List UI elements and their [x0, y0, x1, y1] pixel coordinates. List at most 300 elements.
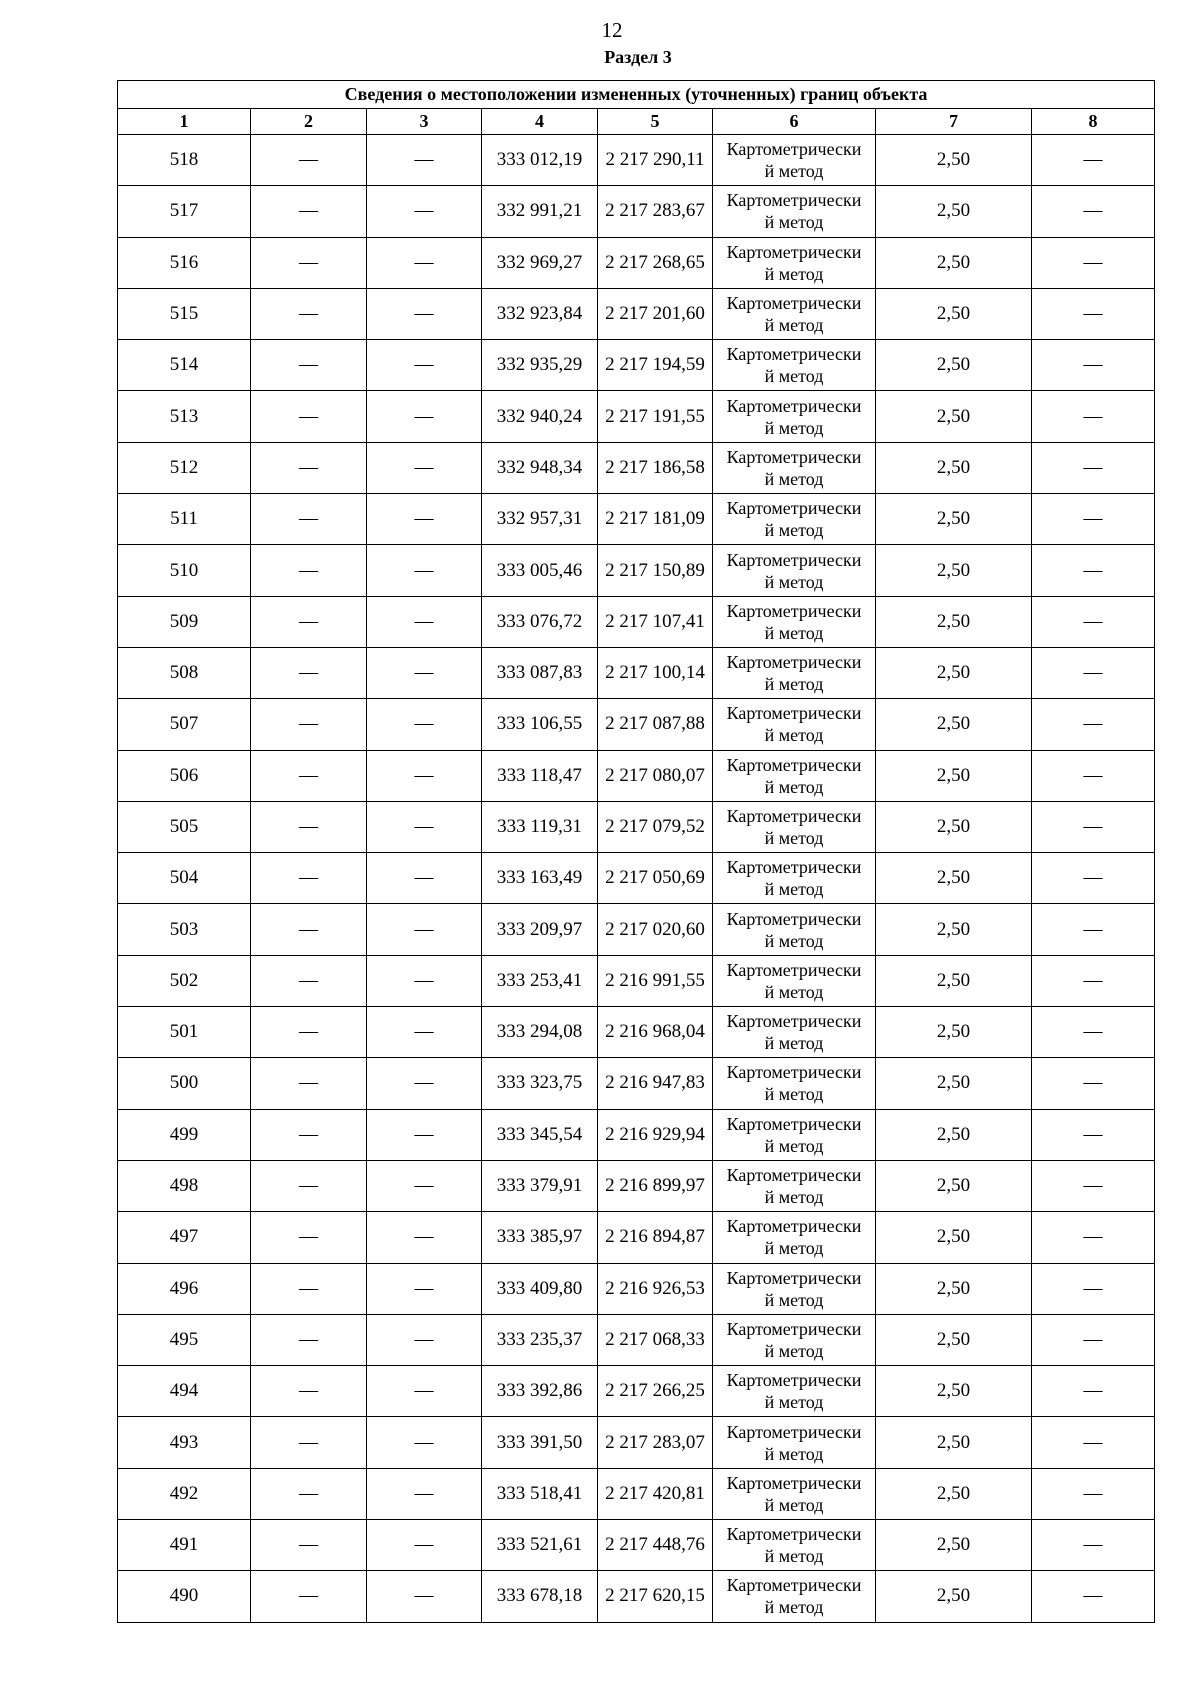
method-text-line1: Картометрически [726, 600, 862, 621]
method-cell [713, 699, 876, 750]
coordinates-table [117, 80, 1155, 1623]
empty-cell: — [1032, 1007, 1155, 1058]
empty-cell: — [251, 904, 367, 955]
method-text-line2: й метод [764, 161, 824, 182]
empty-cell: — [1032, 801, 1155, 852]
empty-cell: — [251, 494, 367, 545]
y-coordinate-cell: 2 216 899,97 [598, 1160, 713, 1211]
method-text-line1: Картометрически [726, 446, 862, 467]
method-cell [713, 955, 876, 1006]
method-cell [713, 494, 876, 545]
x-coordinate-cell: 333 521,61 [482, 1520, 598, 1571]
page-number: 12 [601, 18, 623, 42]
x-coordinate-cell: 333 005,46 [482, 545, 598, 596]
x-coordinate-cell: 333 118,47 [482, 750, 598, 801]
point-number-cell: 517 [118, 186, 251, 237]
empty-cell: — [251, 1007, 367, 1058]
empty-cell: — [1032, 596, 1155, 647]
x-coordinate-cell: 332 948,34 [482, 442, 598, 493]
accuracy-cell: 2,50 [876, 853, 1032, 904]
method-text-line2: й метод [764, 1135, 824, 1156]
table-row [118, 1468, 1155, 1519]
column-number: 8 [1032, 109, 1155, 135]
method-text-line2: й метод [764, 930, 824, 951]
method-text-line2: й метод [764, 315, 824, 336]
empty-cell: — [251, 1314, 367, 1365]
method-cell [713, 1366, 876, 1417]
method-text-line1: Картометрически [726, 959, 862, 980]
method-text-line1: Картометрически [726, 498, 862, 519]
empty-cell: — [251, 1468, 367, 1519]
y-coordinate-cell: 2 216 991,55 [598, 955, 713, 1006]
x-coordinate-cell: 333 379,91 [482, 1160, 598, 1211]
method-text-line2: й метод [764, 776, 824, 797]
empty-cell: — [367, 750, 482, 801]
y-coordinate-cell: 2 216 947,83 [598, 1058, 713, 1109]
empty-cell: — [1032, 1160, 1155, 1211]
method-text-line1: Картометрически [726, 549, 862, 570]
empty-cell: — [1032, 186, 1155, 237]
method-text-line2: й метод [764, 1084, 824, 1105]
method-text-line2: й метод [764, 1494, 824, 1515]
method-text-line2: й метод [764, 263, 824, 284]
empty-cell: — [251, 391, 367, 442]
empty-cell: — [367, 186, 482, 237]
table-row [118, 1417, 1155, 1468]
method-cell [713, 1160, 876, 1211]
point-number-cell: 497 [118, 1212, 251, 1263]
empty-cell: — [367, 1520, 482, 1571]
table-row [118, 853, 1155, 904]
method-text-line2: й метод [764, 1597, 824, 1618]
y-coordinate-cell: 2 217 201,60 [598, 288, 713, 339]
section-title: Раздел 3 [604, 47, 672, 67]
column-number: 7 [876, 109, 1032, 135]
x-coordinate-cell: 333 119,31 [482, 801, 598, 852]
y-coordinate-cell: 2 217 290,11 [598, 135, 713, 186]
method-text-line1: Картометрически [726, 703, 862, 724]
y-coordinate-cell: 2 217 107,41 [598, 596, 713, 647]
accuracy-cell: 2,50 [876, 1109, 1032, 1160]
empty-cell: — [251, 1366, 367, 1417]
empty-cell: — [1032, 904, 1155, 955]
point-number-cell: 493 [118, 1417, 251, 1468]
point-number-cell: 496 [118, 1263, 251, 1314]
table-row [118, 1058, 1155, 1109]
x-coordinate-cell: 333 409,80 [482, 1263, 598, 1314]
method-text-line2: й метод [764, 1443, 824, 1464]
accuracy-cell: 2,50 [876, 1571, 1032, 1622]
empty-cell: — [251, 596, 367, 647]
point-number-cell: 492 [118, 1468, 251, 1519]
y-coordinate-cell: 2 217 283,07 [598, 1417, 713, 1468]
empty-cell: — [1032, 340, 1155, 391]
y-coordinate-cell: 2 217 020,60 [598, 904, 713, 955]
table-row [118, 1109, 1155, 1160]
accuracy-cell: 2,50 [876, 1212, 1032, 1263]
y-coordinate-cell: 2 217 283,67 [598, 186, 713, 237]
method-text-line2: й метод [764, 1392, 824, 1413]
x-coordinate-cell: 333 087,83 [482, 647, 598, 698]
empty-cell: — [367, 545, 482, 596]
method-text-line1: Картометрически [726, 1575, 862, 1596]
table-row [118, 1007, 1155, 1058]
method-cell [713, 1109, 876, 1160]
empty-cell: — [367, 1109, 482, 1160]
x-coordinate-cell: 333 518,41 [482, 1468, 598, 1519]
empty-cell: — [367, 647, 482, 698]
empty-cell: — [367, 1417, 482, 1468]
x-coordinate-cell: 333 253,41 [482, 955, 598, 1006]
empty-cell: — [367, 1160, 482, 1211]
accuracy-cell: 2,50 [876, 1007, 1032, 1058]
accuracy-cell: 2,50 [876, 340, 1032, 391]
point-number-cell: 516 [118, 237, 251, 288]
method-text-line2: й метод [764, 1187, 824, 1208]
empty-cell: — [1032, 1058, 1155, 1109]
method-text-line1: Картометрически [726, 344, 862, 365]
point-number-cell: 518 [118, 135, 251, 186]
method-text-line2: й метод [764, 674, 824, 695]
empty-cell: — [1032, 1212, 1155, 1263]
empty-cell: — [1032, 494, 1155, 545]
y-coordinate-cell: 2 217 079,52 [598, 801, 713, 852]
accuracy-cell: 2,50 [876, 596, 1032, 647]
table-row [118, 442, 1155, 493]
method-text-line2: й метод [764, 212, 824, 233]
x-coordinate-cell: 333 323,75 [482, 1058, 598, 1109]
empty-cell: — [1032, 1263, 1155, 1314]
point-number-cell: 512 [118, 442, 251, 493]
x-coordinate-cell: 333 678,18 [482, 1571, 598, 1622]
x-coordinate-cell: 333 385,97 [482, 1212, 598, 1263]
method-text-line1: Картометрически [726, 754, 862, 775]
method-cell [713, 1571, 876, 1622]
empty-cell: — [1032, 237, 1155, 288]
table-row [118, 288, 1155, 339]
accuracy-cell: 2,50 [876, 135, 1032, 186]
point-number-cell: 491 [118, 1520, 251, 1571]
x-coordinate-cell: 333 294,08 [482, 1007, 598, 1058]
point-number-cell: 509 [118, 596, 251, 647]
method-text-line2: й метод [764, 1033, 824, 1054]
empty-cell: — [251, 750, 367, 801]
table-row [118, 1263, 1155, 1314]
method-text-line2: й метод [764, 1546, 824, 1567]
accuracy-cell: 2,50 [876, 1417, 1032, 1468]
empty-cell: — [251, 186, 367, 237]
x-coordinate-cell: 333 392,86 [482, 1366, 598, 1417]
table-row [118, 596, 1155, 647]
empty-cell: — [367, 237, 482, 288]
y-coordinate-cell: 2 217 050,69 [598, 853, 713, 904]
y-coordinate-cell: 2 216 968,04 [598, 1007, 713, 1058]
method-cell [713, 1314, 876, 1365]
table-row [118, 1366, 1155, 1417]
table-row [118, 340, 1155, 391]
point-number-cell: 510 [118, 545, 251, 596]
method-cell [713, 801, 876, 852]
table-row [118, 1212, 1155, 1263]
empty-cell: — [367, 801, 482, 852]
accuracy-cell: 2,50 [876, 955, 1032, 1006]
empty-cell: — [1032, 1417, 1155, 1468]
y-coordinate-cell: 2 217 068,33 [598, 1314, 713, 1365]
empty-cell: — [251, 955, 367, 1006]
table-row [118, 699, 1155, 750]
empty-cell: — [251, 1058, 367, 1109]
x-coordinate-cell: 332 923,84 [482, 288, 598, 339]
method-text-line2: й метод [764, 468, 824, 489]
y-coordinate-cell: 2 216 929,94 [598, 1109, 713, 1160]
method-cell [713, 853, 876, 904]
point-number-cell: 505 [118, 801, 251, 852]
empty-cell: — [367, 1468, 482, 1519]
empty-cell: — [367, 1212, 482, 1263]
empty-cell: — [251, 1212, 367, 1263]
empty-cell: — [1032, 647, 1155, 698]
x-coordinate-cell: 333 076,72 [482, 596, 598, 647]
y-coordinate-cell: 2 217 150,89 [598, 545, 713, 596]
column-number: 2 [251, 109, 367, 135]
empty-cell: — [1032, 288, 1155, 339]
method-text-line2: й метод [764, 622, 824, 643]
empty-cell: — [1032, 545, 1155, 596]
method-text-line1: Картометрически [726, 1267, 862, 1288]
accuracy-cell: 2,50 [876, 801, 1032, 852]
empty-cell: — [367, 1314, 482, 1365]
point-number-cell: 508 [118, 647, 251, 698]
empty-cell: — [251, 853, 367, 904]
empty-cell: — [251, 647, 367, 698]
empty-cell: — [1032, 1520, 1155, 1571]
method-text-line2: й метод [764, 417, 824, 438]
method-text-line1: Картометрически [726, 1011, 862, 1032]
empty-cell: — [367, 853, 482, 904]
empty-cell: — [367, 699, 482, 750]
empty-cell: — [1032, 955, 1155, 1006]
empty-cell: — [251, 442, 367, 493]
x-coordinate-cell: 333 235,37 [482, 1314, 598, 1365]
point-number-cell: 502 [118, 955, 251, 1006]
point-number-cell: 506 [118, 750, 251, 801]
method-text-line1: Картометрически [726, 908, 862, 929]
x-coordinate-cell: 333 163,49 [482, 853, 598, 904]
point-number-cell: 495 [118, 1314, 251, 1365]
point-number-cell: 515 [118, 288, 251, 339]
method-text-line1: Картометрически [726, 1318, 862, 1339]
empty-cell: — [367, 1366, 482, 1417]
point-number-cell: 503 [118, 904, 251, 955]
empty-cell: — [367, 1263, 482, 1314]
method-cell [713, 904, 876, 955]
table-row [118, 904, 1155, 955]
method-text-line1: Картометрически [726, 395, 862, 416]
point-number-cell: 500 [118, 1058, 251, 1109]
empty-cell: — [1032, 853, 1155, 904]
empty-cell: — [367, 288, 482, 339]
method-text-line1: Картометрически [726, 1113, 862, 1134]
table-row [118, 750, 1155, 801]
column-number-row [118, 109, 1155, 135]
empty-cell: — [251, 1263, 367, 1314]
y-coordinate-cell: 2 217 420,81 [598, 1468, 713, 1519]
empty-cell: — [251, 237, 367, 288]
accuracy-cell: 2,50 [876, 750, 1032, 801]
method-text-line2: й метод [764, 879, 824, 900]
accuracy-cell: 2,50 [876, 1366, 1032, 1417]
empty-cell: — [251, 288, 367, 339]
method-text-line2: й метод [764, 725, 824, 746]
y-coordinate-cell: 2 217 186,58 [598, 442, 713, 493]
empty-cell: — [367, 135, 482, 186]
empty-cell: — [1032, 1366, 1155, 1417]
method-text-line2: й метод [764, 571, 824, 592]
method-text-line1: Картометрически [726, 1062, 862, 1083]
accuracy-cell: 2,50 [876, 1263, 1032, 1314]
empty-cell: — [367, 340, 482, 391]
empty-cell: — [1032, 391, 1155, 442]
accuracy-cell: 2,50 [876, 494, 1032, 545]
table-row [118, 135, 1155, 186]
column-number: 5 [598, 109, 713, 135]
method-text-line2: й метод [764, 366, 824, 387]
y-coordinate-cell: 2 216 894,87 [598, 1212, 713, 1263]
empty-cell: — [367, 1007, 482, 1058]
method-cell [713, 545, 876, 596]
method-text-line1: Картометрически [726, 241, 862, 262]
method-text-line1: Картометрически [726, 1524, 862, 1545]
column-number: 4 [482, 109, 598, 135]
method-text-line2: й метод [764, 520, 824, 541]
method-text-line1: Картометрически [726, 190, 862, 211]
empty-cell: — [251, 340, 367, 391]
empty-cell: — [1032, 1314, 1155, 1365]
method-text-line1: Картометрически [726, 652, 862, 673]
table-row [118, 545, 1155, 596]
accuracy-cell: 2,50 [876, 288, 1032, 339]
empty-cell: — [367, 442, 482, 493]
point-number-cell: 507 [118, 699, 251, 750]
method-text-line1: Картометрически [726, 1165, 862, 1186]
column-number: 6 [713, 109, 876, 135]
accuracy-cell: 2,50 [876, 647, 1032, 698]
y-coordinate-cell: 2 217 087,88 [598, 699, 713, 750]
x-coordinate-cell: 332 957,31 [482, 494, 598, 545]
method-cell [713, 1058, 876, 1109]
method-text-line1: Картометрически [726, 1472, 862, 1493]
method-cell [713, 340, 876, 391]
point-number-cell: 494 [118, 1366, 251, 1417]
empty-cell: — [367, 955, 482, 1006]
method-cell [713, 1520, 876, 1571]
accuracy-cell: 2,50 [876, 1520, 1032, 1571]
empty-cell: — [251, 545, 367, 596]
method-text-line2: й метод [764, 1289, 824, 1310]
point-number-cell: 499 [118, 1109, 251, 1160]
accuracy-cell: 2,50 [876, 186, 1032, 237]
y-coordinate-cell: 2 217 191,55 [598, 391, 713, 442]
point-number-cell: 504 [118, 853, 251, 904]
y-coordinate-cell: 2 216 926,53 [598, 1263, 713, 1314]
table-row [118, 186, 1155, 237]
accuracy-cell: 2,50 [876, 545, 1032, 596]
table-row [118, 1520, 1155, 1571]
method-cell [713, 288, 876, 339]
column-number: 3 [367, 109, 482, 135]
y-coordinate-cell: 2 217 266,25 [598, 1366, 713, 1417]
table-row [118, 647, 1155, 698]
method-cell [713, 1263, 876, 1314]
method-cell [713, 442, 876, 493]
accuracy-cell: 2,50 [876, 1160, 1032, 1211]
table-row [118, 1571, 1155, 1622]
empty-cell: — [1032, 699, 1155, 750]
method-text-line1: Картометрически [726, 1370, 862, 1391]
x-coordinate-cell: 332 969,27 [482, 237, 598, 288]
y-coordinate-cell: 2 217 268,65 [598, 237, 713, 288]
method-text-line1: Картометрически [726, 1421, 862, 1442]
x-coordinate-cell: 333 012,19 [482, 135, 598, 186]
accuracy-cell: 2,50 [876, 1058, 1032, 1109]
method-cell [713, 1007, 876, 1058]
empty-cell: — [251, 135, 367, 186]
accuracy-cell: 2,50 [876, 1314, 1032, 1365]
empty-cell: — [251, 801, 367, 852]
table-row [118, 237, 1155, 288]
table-row [118, 1160, 1155, 1211]
x-coordinate-cell: 333 391,50 [482, 1417, 598, 1468]
method-cell [713, 1212, 876, 1263]
empty-cell: — [251, 1417, 367, 1468]
empty-cell: — [1032, 1468, 1155, 1519]
empty-cell: — [251, 1520, 367, 1571]
table-row [118, 1314, 1155, 1365]
point-number-cell: 514 [118, 340, 251, 391]
accuracy-cell: 2,50 [876, 699, 1032, 750]
method-cell [713, 647, 876, 698]
method-text-line1: Картометрически [726, 293, 862, 314]
empty-cell: — [251, 699, 367, 750]
table-row [118, 801, 1155, 852]
table-body [118, 135, 1155, 1623]
point-number-cell: 513 [118, 391, 251, 442]
method-text-line2: й метод [764, 828, 824, 848]
empty-cell: — [367, 1571, 482, 1622]
empty-cell: — [1032, 135, 1155, 186]
empty-cell: — [251, 1109, 367, 1160]
accuracy-cell: 2,50 [876, 237, 1032, 288]
empty-cell: — [367, 391, 482, 442]
method-cell [713, 135, 876, 186]
method-text-line2: й метод [764, 1340, 824, 1361]
column-number: 1 [118, 109, 251, 135]
empty-cell: — [251, 1571, 367, 1622]
accuracy-cell: 2,50 [876, 904, 1032, 955]
method-text-line2: й метод [764, 1238, 824, 1259]
method-cell [713, 237, 876, 288]
point-number-cell: 501 [118, 1007, 251, 1058]
method-text-line2: й метод [764, 981, 824, 1002]
y-coordinate-cell: 2 217 448,76 [598, 1520, 713, 1571]
table-row [118, 391, 1155, 442]
empty-cell: — [367, 904, 482, 955]
accuracy-cell: 2,50 [876, 442, 1032, 493]
y-coordinate-cell: 2 217 194,59 [598, 340, 713, 391]
method-cell [713, 596, 876, 647]
x-coordinate-cell: 332 991,21 [482, 186, 598, 237]
point-number-cell: 490 [118, 1571, 251, 1622]
